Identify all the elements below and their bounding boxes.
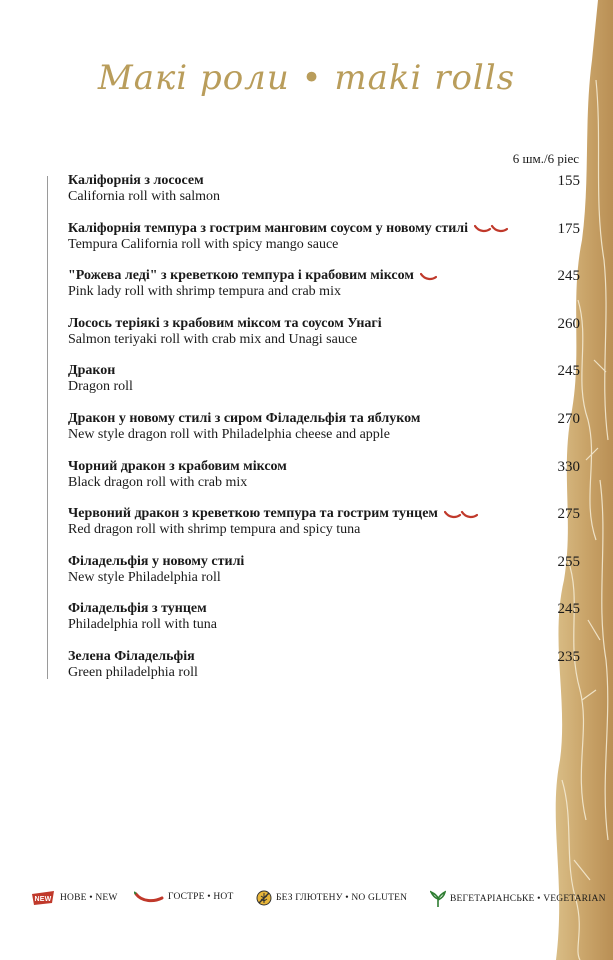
item-price: 235 [557,648,580,665]
item-price: 245 [557,268,580,285]
leaf-icon [430,890,446,908]
item-name-ua-text: Дракон у новому стилі з сиром Філадельфія та яблуком [68,410,421,426]
legend-veg [430,890,606,908]
legend-gluten [256,890,407,906]
item-price: 270 [557,410,580,427]
legend-veg-label: ВЕГЕТАРІАНСЬКЕ • VEGETARIAN [450,894,606,904]
menu-item [68,172,580,220]
item-name-ua-text: "Рожева леді" з креветкою темпура і крабовим міксом [68,268,414,284]
item-name-ua [68,553,580,570]
item-name-en: Dragon roll [68,379,133,395]
chili-icon [420,271,437,281]
item-name-ua [68,410,580,427]
item-name-en: California roll with salmon [68,189,221,204]
menu-item [68,220,580,268]
legend-new [30,890,118,906]
item-name-en: New style dragon roll with Philadelphia cheese and apple [68,426,390,442]
menu-item [68,315,580,363]
menu-item [68,267,580,315]
chili-icon [134,890,164,904]
legend-hot-label: ГОСТРЕ • HOT [168,892,234,902]
legend-new-label: НОВЕ • NEW [60,893,118,903]
menu-item [68,553,580,601]
new-badge-text: NEW [34,896,52,903]
new-badge-icon [30,890,56,906]
item-price: 175 [557,220,580,237]
item-name-ua-text: Каліфорнія з лососем [68,173,204,188]
item-price: 330 [557,458,580,475]
menu-item [68,505,580,553]
item-name-ua [68,458,580,475]
item-price: 245 [557,601,580,618]
item-name-ua [68,505,580,522]
item-name-en: Pink lady roll with shrimp tempura and crab mix [68,284,341,300]
item-name-ua [68,362,580,379]
item-name-ua [68,172,580,189]
legend-hot [134,890,233,904]
item-name-ua [68,315,580,332]
item-name-ua-text: Зелена Філадельфія [68,648,195,664]
left-divider [47,176,48,679]
item-name-en: Philadelphia roll with tuna [68,617,217,633]
item-price: 275 [557,506,580,523]
item-name-ua [68,220,580,237]
menu-item [68,362,580,410]
item-name-en: New style Philadelphia roll [68,569,221,585]
item-name-en: Black dragon roll with crab mix [68,474,248,490]
item-name-ua-text: Червоний дракон з креветкою темпура та гострим тунцем [68,506,438,522]
item-name-ua-text: Каліфорнія темпура з гострим манговим соусом у новому стилі [68,220,469,236]
item-name-ua-text: Філадельфія з тунцем [68,601,207,617]
legend-gluten-label: БЕЗ ГЛЮТЕНУ • NO GLUTEN [276,893,408,903]
item-name-ua [68,600,580,617]
chili-icon [444,509,478,519]
item-name-ua [68,267,580,284]
legend [30,890,606,910]
item-name-en: Green philadelphia roll [68,664,198,680]
item-name-ua [68,648,580,665]
page-title: Макі роли • maki rolls [97,58,516,98]
item-name-ua-text: Дракон [68,363,116,379]
item-price: 255 [557,553,580,570]
menu-item [68,410,580,458]
item-name-en: Red dragon roll with shrimp tempura and spicy tuna [68,522,361,538]
item-price: 155 [557,173,580,189]
menu-item [68,600,580,648]
item-name-ua-text: Чорний дракон з крабовим міксом [68,458,287,474]
item-name-ua-text: Філадельфія у новому стилі [68,553,245,569]
menu-item [68,458,580,506]
menu-item [68,648,580,696]
item-name-ua-text: Лосось теріякі з крабовим міксом та соусом Унагі [68,315,382,331]
item-name-en: Salmon teriyaki roll with crab mix and Unagi sauce [68,331,358,347]
item-price: 260 [557,315,580,332]
chili-icon [474,223,508,233]
menu-list [68,172,580,696]
item-name-en: Tempura California roll with spicy mango sauce [68,236,339,252]
no-gluten-icon [256,890,272,906]
portion-unit-label: 6 шм./6 piec [512,151,579,166]
item-price: 245 [557,363,580,380]
